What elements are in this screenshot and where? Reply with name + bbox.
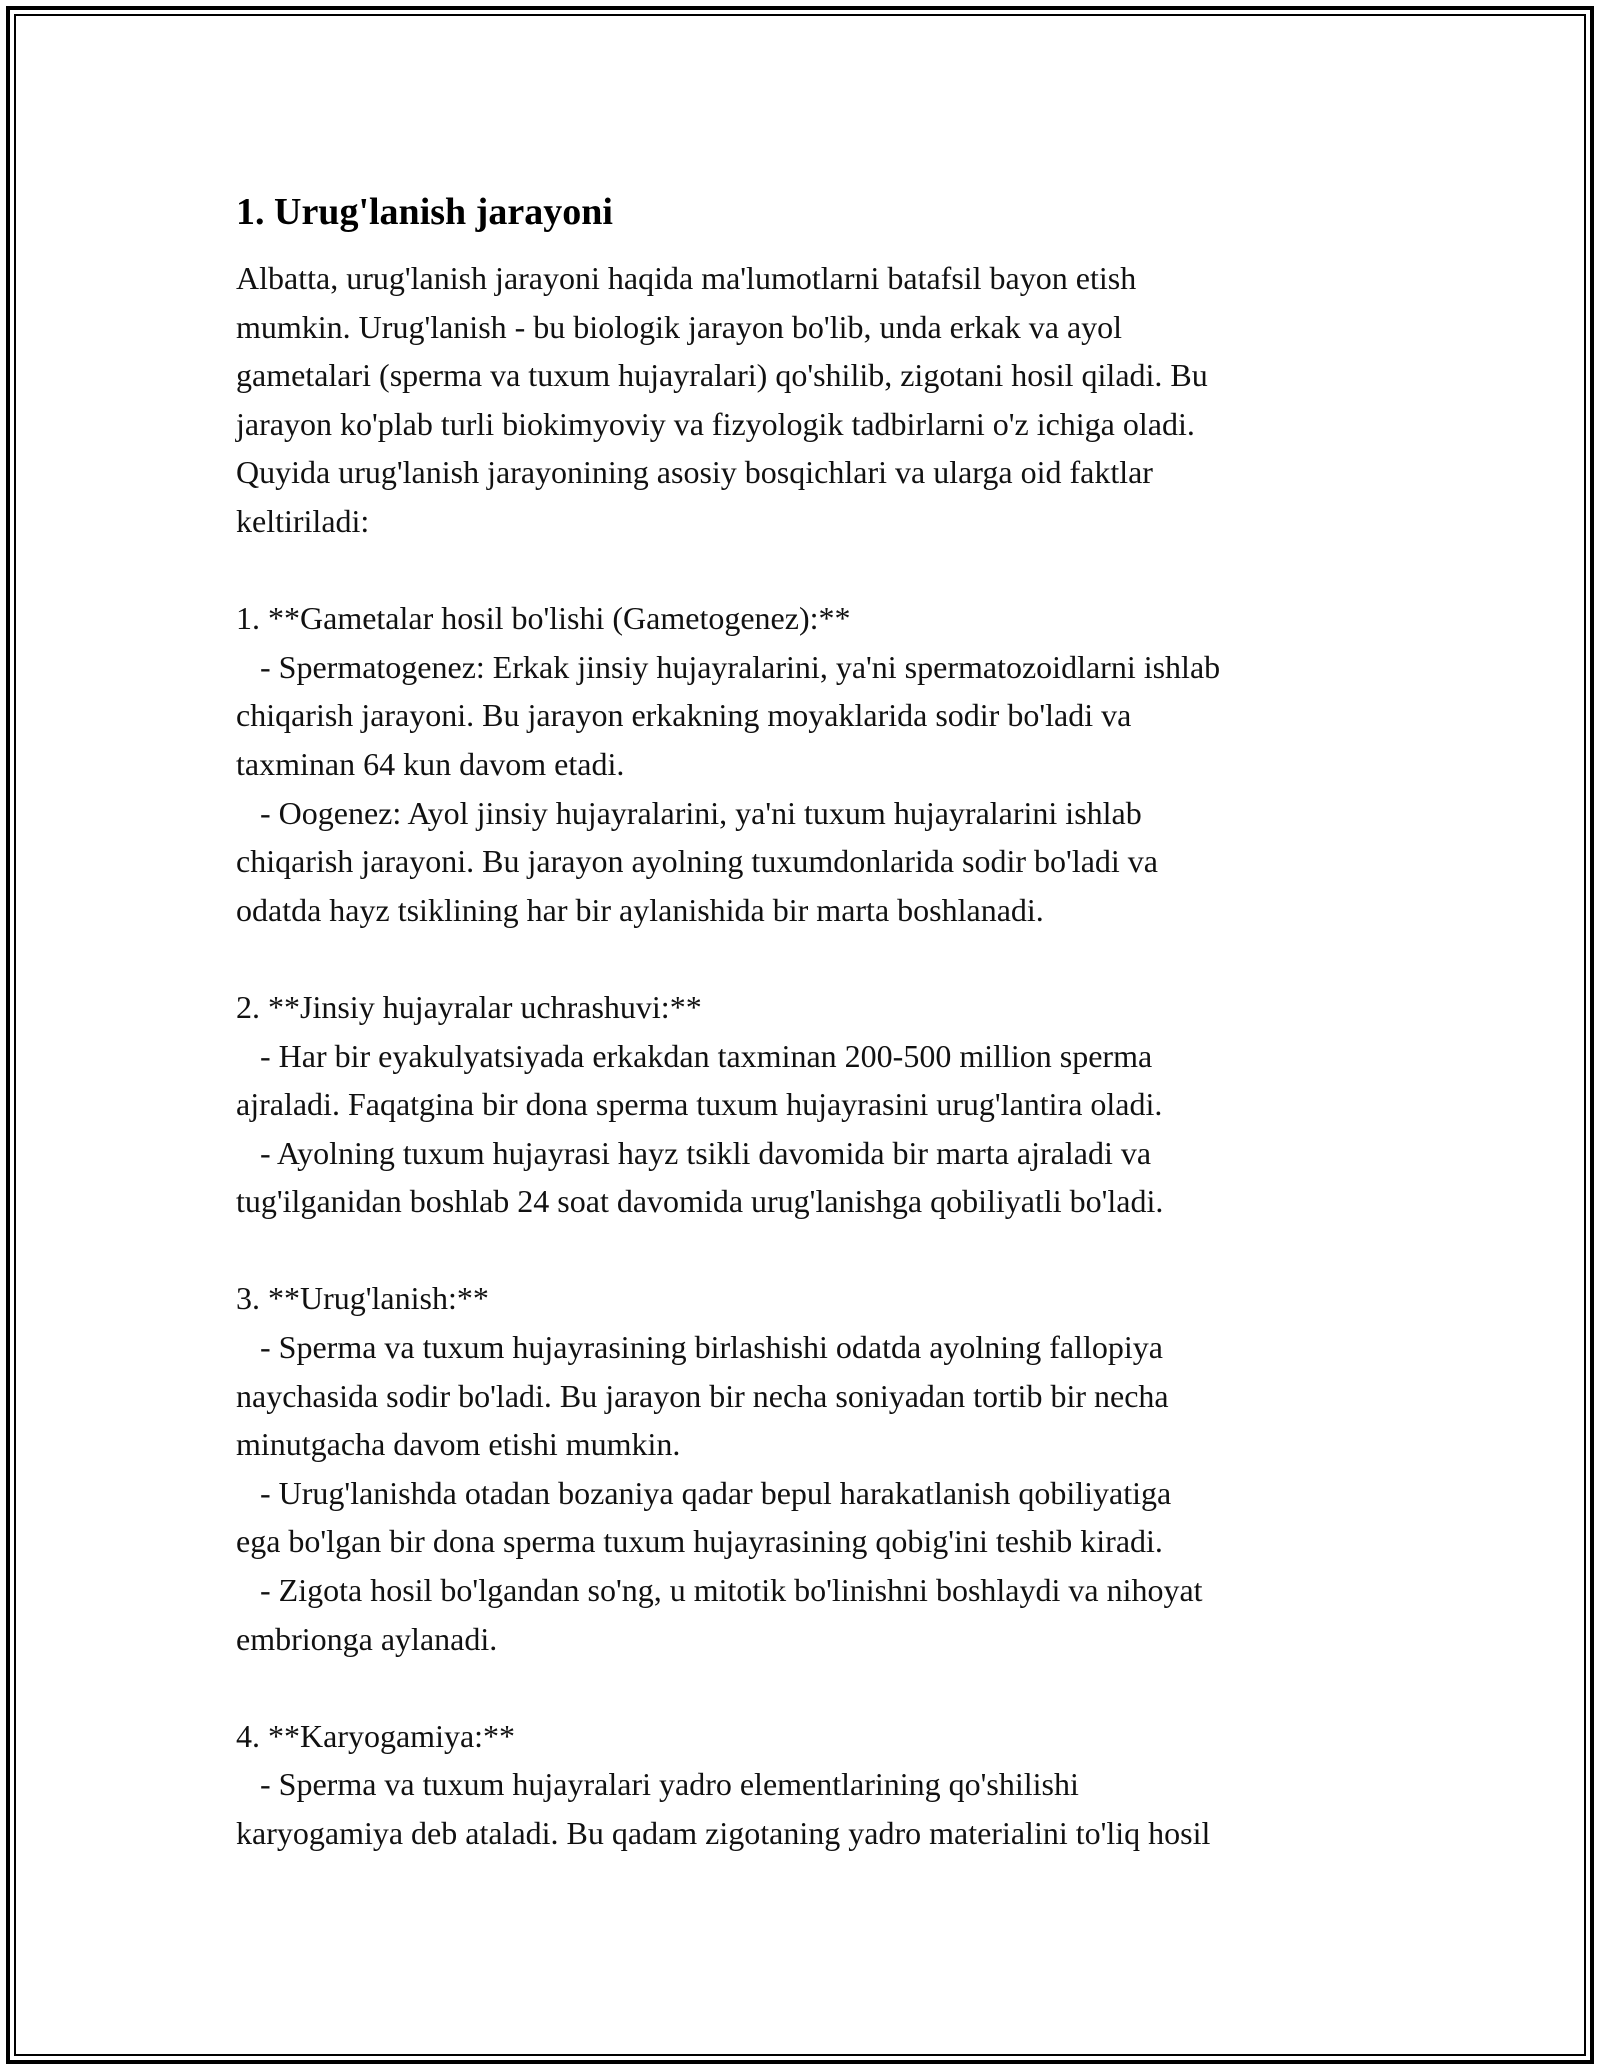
document-page	[236, 184, 1376, 1858]
document-body: Albatta, urug'lanish jarayoni haqida ma'lumotlarni batafsil bayon etish mumkin. Urug'lanish - bu biologik jarayon bo'lib, unda erkak va ayol gametalari (sperma va tuxum hujayralari) qo'shilib, zigotani hosil qiladi. Bu jarayon ko'plab turli biokimyoviy va fizyologik tadbirlarni o'z ichiga oladi. Quyida urug'lanish jarayonining asosiy bosqichlari va ularga oid faktlar keltiriladi: 1. **Gametalar hosil bo'lishi (Gametogenez):** - Spermatogenez: Erkak jinsiy hujayralarini, ya'ni spermatozoidlarni ishlab chiqarish jarayoni. Bu jarayon erkakning moyaklarida sodir bo'ladi va taxminan 64 kun davom etadi. - Oogenez: Ayol jinsiy hujayralarini, ya'ni tuxum hujayralarini ishlab chiqarish jarayoni. Bu jarayon ayolning tuxumdonlarida sodir bo'ladi va odatda hayz tsiklining har bir aylanishida bir marta boshlanadi. 2. **Jinsiy hujayralar uchrashuvi:** - Har bir eyakulyatsiyada erkakdan taxminan 200-500 million sperma ajraladi. Faqatgina bir dona sperma tuxum hujayrasini urug'lantira oladi. - Ayolning tuxum hujayrasi hayz tsikli davomida bir marta ajraladi va tug'ilganidan boshlab 24 soat davomida urug'lanishga qobiliyatli bo'ladi. 3. **Urug'lanish:** - Sperma va tuxum hujayrasining birlashishi odatda ayolning fallopiya naychasida sodir bo'ladi. Bu jarayon bir necha soniyadan tortib bir necha minutgacha davom etishi mumkin. - Urug'lanishda otadan bozaniya qadar bepul harakatlanish qobiliyatiga ega bo'lgan bir dona sperma tuxum hujayrasining qobig'ini teshib kiradi. - Zigota hosil bo'lgandan so'ng, u mitotik bo'linishni boshlaydi va nihoyat embrionga aylanadi. 4. **Karyogamiya:** - Sperma va tuxum hujayralari yadro elementlarining qo'shilishi karyogamiya deb ataladi. Bu qadam zigotaning yadro materialini to'liq hosil	[236, 260, 1221, 1851]
page-title: 1. Urug'lanish jarayoni	[236, 191, 613, 233]
